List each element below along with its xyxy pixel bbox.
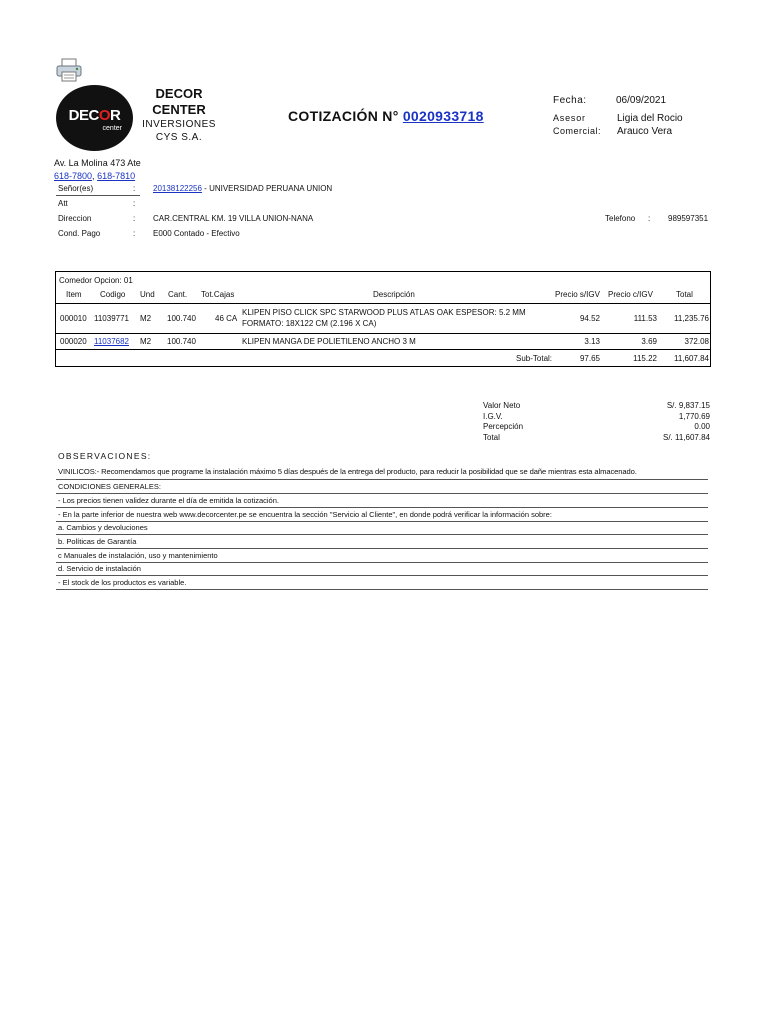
divider xyxy=(56,479,708,480)
company-phones: 618-7800, 618-7810 xyxy=(54,171,136,181)
row1-und: M2 xyxy=(140,314,152,323)
asesor-label: Asesor xyxy=(553,113,586,123)
valor-neto-label: Valor Neto xyxy=(483,401,521,410)
header-total: Total xyxy=(676,290,693,299)
telefono-value: 989597351 xyxy=(668,214,709,223)
obs-line-validez: - Los precios tienen validez durante el día de emitida la cotización. xyxy=(58,496,279,505)
divider xyxy=(56,195,140,196)
client-name xyxy=(153,184,332,193)
igv-value: 1,770.69 xyxy=(678,412,710,421)
client-name-text: - UNIVERSIDAD PERUANA UNION xyxy=(201,184,333,193)
obs-line-cambios: a. Cambios y devoluciones xyxy=(58,523,148,532)
row1-codigo: 11039771 xyxy=(94,314,129,323)
company-logo xyxy=(56,85,133,151)
row2-item: 000020 xyxy=(60,337,87,346)
phone-link-2[interactable]: 618-7810 xyxy=(97,171,136,181)
divider xyxy=(56,548,708,549)
logo-wordmark: DECOR xyxy=(68,107,121,124)
percepcion-value: 0.00 xyxy=(694,422,710,431)
header-und: Und xyxy=(140,290,155,299)
subtotal-cigv: 115.22 xyxy=(633,354,657,363)
divider xyxy=(56,575,708,576)
obs-line-servicio: d. Servicio de instalación xyxy=(58,564,141,573)
header-codigo: Codigo xyxy=(100,290,126,299)
row1-item: 000010 xyxy=(60,314,87,323)
group-label: Comedor Opcion: 01 xyxy=(59,276,133,285)
direccion-label: Direccion xyxy=(58,214,92,223)
header-descripcion: Descripción xyxy=(373,290,415,299)
obs-line-manuales: c Manuales de instalación, uso y mantenimiento xyxy=(58,551,218,560)
row2-desc-line1: KLIPEN MANGA DE POLIETILENO ANCHO 3 M xyxy=(242,337,416,346)
direccion-value: CAR.CENTRAL KM. 19 VILLA UNION-NANA xyxy=(153,214,314,223)
subtotal-total: 11,607.84 xyxy=(674,354,709,363)
company-address: Av. La Molina 473 Ate xyxy=(54,158,141,168)
row1-desc-line2: FORMATO: 18X122 CM (2.196 X CA) xyxy=(242,319,377,328)
row2-codigo-link[interactable]: 11037682 xyxy=(94,337,129,346)
printer-icon[interactable] xyxy=(56,58,82,82)
logo-subtext: center xyxy=(102,125,122,132)
colon: : xyxy=(133,229,136,238)
table-divider xyxy=(56,333,710,334)
company-name-line2: CENTER xyxy=(152,102,206,117)
row1-precio-cigv: 111.53 xyxy=(633,314,657,323)
obs-line-stock: - El stock de los productos es variable. xyxy=(58,578,187,587)
company-name-line1: DECOR xyxy=(155,86,203,101)
row1-precio-sigv: 94.52 xyxy=(579,314,600,323)
telefono-label: Telefono xyxy=(605,214,636,223)
cond-pago-value: E000 Contado - Efectivo xyxy=(153,229,240,238)
header-precio-cigv: Precio c/IGV xyxy=(608,290,653,299)
company-name-block xyxy=(140,86,218,144)
divider xyxy=(56,493,708,494)
row1-totcajas: 46 CA xyxy=(215,314,238,323)
colon: : xyxy=(133,214,136,223)
table-divider xyxy=(56,349,710,350)
obs-line-garantia: b. Políticas de Garantía xyxy=(58,537,137,546)
obs-vinilicos: VINILICOS:- Recomendamos que programe la instalación máximo 5 días después de la entrega del producto, para reducir la posibilidad que se dañe mientras esta almacenado. xyxy=(58,467,637,476)
row1-desc-line1: KLIPEN PISO CLICK SPC STARWOOD PLUS ATLAS OAK ESPESOR: 5.2 MM xyxy=(242,308,526,317)
colon: : xyxy=(648,214,651,223)
row2-total: 372.08 xyxy=(684,337,709,346)
fecha-value: 06/09/2021 xyxy=(616,95,667,106)
items-table xyxy=(55,271,711,367)
divider xyxy=(56,534,708,535)
header-cant: Cant. xyxy=(168,290,188,299)
row2-precio-cigv: 3.69 xyxy=(641,337,657,346)
divider xyxy=(56,562,708,563)
company-sub-line2: CYS S.A. xyxy=(155,132,203,143)
row2-cant: 100.740 xyxy=(167,337,196,346)
total-value: S/. 11,607.84 xyxy=(663,433,710,442)
quote-title xyxy=(288,108,484,124)
valor-neto-value: S/. 9,837.15 xyxy=(666,401,710,410)
row2-precio-sigv: 3.13 xyxy=(584,337,600,346)
quote-number-link[interactable]: 0020933718 xyxy=(402,108,484,124)
phone-link-1[interactable]: 618-7800 xyxy=(54,171,93,181)
comercial-value: Arauco Vera xyxy=(617,126,673,137)
header-item: Item xyxy=(66,290,82,299)
divider xyxy=(56,589,708,590)
client-ruc-link[interactable]: 20138122256 xyxy=(153,184,202,193)
row1-cant: 100.740 xyxy=(167,314,196,323)
observaciones-title: OBSERVACIONES: xyxy=(58,451,152,461)
colon: : xyxy=(133,184,136,193)
table-divider xyxy=(56,303,710,304)
header-totcajas: Tot.Cajas xyxy=(201,290,235,299)
subtotal-sigv: 97.65 xyxy=(579,354,600,363)
fecha-label: Fecha: xyxy=(553,95,587,106)
asesor-value: Ligia del Rocio xyxy=(617,113,683,124)
row2-und: M2 xyxy=(140,337,152,346)
row1-total: 11,235.76 xyxy=(674,314,709,323)
att-label: Att xyxy=(58,199,68,208)
percepcion-label: Percepción xyxy=(483,422,524,431)
senores-label: Señor(es) xyxy=(58,184,94,193)
cond-pago-label: Cond. Pago xyxy=(58,229,101,238)
header-precio-sigv: Precio s/IGV xyxy=(555,290,600,299)
subtotal-label: Sub-Total: xyxy=(516,354,553,363)
obs-line-web: - En la parte inferior de nuestra web www.decorcenter.pe se encuentra la sección "Servicio al Cliente", en donde podrá verificar la información sobre: xyxy=(58,510,552,519)
divider xyxy=(56,521,708,522)
comercial-label: Comercial: xyxy=(553,126,602,136)
colon: : xyxy=(133,199,136,208)
obs-condiciones-title: CONDICIONES GENERALES: xyxy=(58,482,161,491)
company-sub-line1: INVERSIONES xyxy=(142,119,216,130)
total-label: Total xyxy=(483,433,500,442)
quote-title-prefix: COTIZACIÓN N° xyxy=(288,108,399,124)
divider xyxy=(56,507,708,508)
igv-label: I.G.V. xyxy=(483,412,503,421)
